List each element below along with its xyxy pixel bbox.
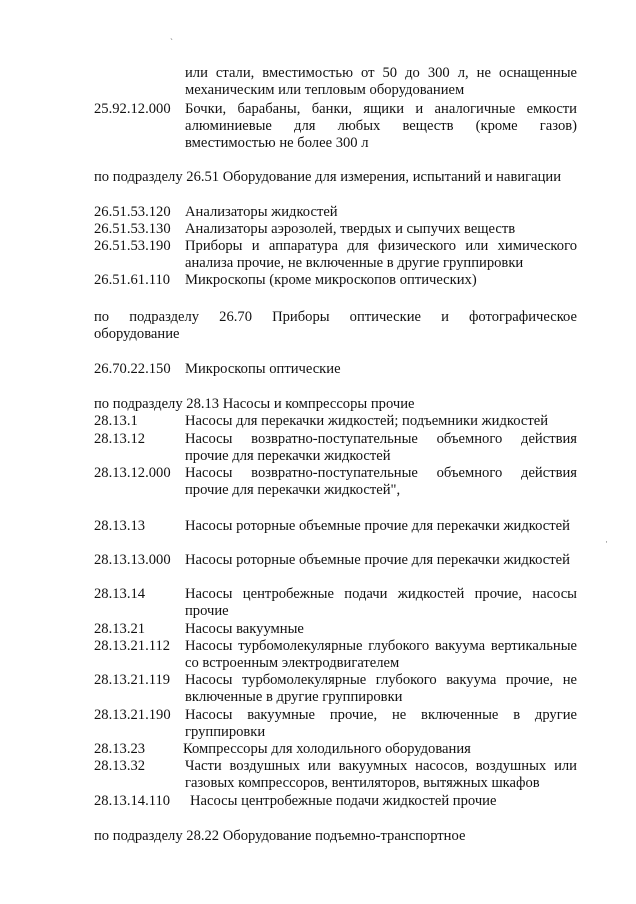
entry-code: 28.13.23 bbox=[94, 741, 146, 757]
entry-text: Насосы турбомолекулярные глубокого вакуума вертикальные со встроенным электродвигателем bbox=[185, 638, 577, 671]
entry-text-line-3: вместимостью не более 300 л bbox=[185, 135, 369, 151]
entry-text: Анализаторы жидкостей bbox=[185, 204, 338, 220]
section-heading-26-70-line-2: оборудование bbox=[94, 326, 180, 342]
entry-text: Микроскопы оптические bbox=[185, 361, 341, 377]
entry-code: 28.13.12.000 bbox=[94, 465, 171, 481]
entry-text: Насосы вакуумные прочие, не включенные в другие группировки bbox=[185, 707, 577, 740]
entry-text-line-1: Бочки, барабаны, банки, ящики и аналогичные емкости bbox=[185, 101, 577, 117]
entry-text: Насосы центробежные подачи жидкостей прочие bbox=[190, 793, 497, 809]
entry-28-13-13-000 bbox=[94, 552, 577, 569]
entry-28-13-12-000 bbox=[94, 465, 577, 499]
entry-28-13-32 bbox=[94, 758, 577, 792]
entry-26-51-53-120 bbox=[94, 204, 577, 221]
entry-28-13-14-110 bbox=[94, 793, 577, 810]
entry-26-51-53-190 bbox=[94, 238, 577, 272]
entry-code: 28.13.21 bbox=[94, 621, 146, 637]
entry-code: 28.13.13.000 bbox=[94, 552, 171, 568]
intro-entry bbox=[94, 65, 577, 99]
intro-text-line-2: механическим или тепловым оборудованием bbox=[185, 82, 465, 98]
section-heading-26-51: по подразделу 26.51 Оборудование для измерения, испытаний и навигации bbox=[94, 169, 562, 185]
scan-speck: ˎ bbox=[170, 30, 173, 40]
entry-28-13-12 bbox=[94, 431, 577, 465]
entry-text: Насосы центробежные подачи жидкостей прочие, насосы прочие bbox=[185, 586, 577, 619]
intro-text bbox=[185, 65, 577, 99]
entry-code: 28.13.14.110 bbox=[94, 793, 171, 809]
entry-text: Приборы и аппаратура для физического или химического анализа прочие, не включенные в другие группировки bbox=[185, 238, 577, 271]
entry-code: 28.13.21.112 bbox=[94, 638, 171, 654]
entry-26-70-22-150 bbox=[94, 361, 577, 378]
entry-code: 28.13.12 bbox=[94, 431, 146, 447]
entry-code: 26.51.53.190 bbox=[94, 238, 171, 254]
entry-text: Насосы возвратно-поступательные объемного действия прочие для перекачки жидкостей", bbox=[185, 465, 577, 498]
entry-text: Насосы возвратно-поступательные объемного действия прочие для перекачки жидкостей bbox=[185, 431, 577, 464]
entry-code: 28.13.13 bbox=[94, 518, 146, 534]
entry-text: Насосы вакуумные bbox=[185, 621, 304, 637]
entry-text-line-2: алюминиевые для любых веществ (кроме газов) bbox=[185, 118, 577, 134]
section-heading-28-22: по подразделу 28.22 Оборудование подъемно-транспортное bbox=[94, 828, 466, 844]
scan-speck: · bbox=[605, 537, 608, 547]
entry-code: 28.13.21.119 bbox=[94, 672, 171, 688]
entry-28-13-21-190 bbox=[94, 707, 577, 741]
entry-code: 26.51.53.120 bbox=[94, 204, 171, 220]
entry-code: 26.70.22.150 bbox=[94, 361, 171, 377]
entry-code: 28.13.21.190 bbox=[94, 707, 171, 723]
entry-text: Анализаторы аэрозолей, твердых и сыпучих веществ bbox=[185, 221, 516, 237]
entry-code: 28.13.32 bbox=[94, 758, 146, 774]
section-heading-26-70-line-1: по подразделу 26.70 Приборы оптические и фотографическое bbox=[94, 309, 577, 325]
intro-text-line-1: или стали, вместимостью от 50 до 300 л, не оснащенные bbox=[185, 65, 577, 81]
entry-code: 25.92.12.000 bbox=[94, 101, 171, 117]
entry-text: Компрессоры для холодильного оборудования bbox=[183, 741, 471, 757]
entry-28-13-21-119 bbox=[94, 672, 577, 706]
entry-text: Насосы роторные объемные прочие для перекачки жидкостей bbox=[185, 552, 570, 568]
entry-28-13-23 bbox=[94, 741, 577, 758]
section-heading-28-13: по подразделу 28.13 Насосы и компрессоры прочие bbox=[94, 396, 415, 412]
entry-28-13-13 bbox=[94, 518, 577, 535]
entry-26-51-53-130 bbox=[94, 221, 577, 238]
entry-28-13-21 bbox=[94, 621, 577, 638]
entry-code: 28.13.14 bbox=[94, 586, 146, 602]
entry-text bbox=[185, 101, 577, 152]
entry-text: Насосы турбомолекулярные глубокого вакуума прочие, не включенные в другие группировки bbox=[185, 672, 577, 705]
entry-26-51-61-110 bbox=[94, 272, 577, 289]
entry-25-92-12-000 bbox=[94, 101, 577, 152]
entry-28-13-1 bbox=[94, 413, 577, 430]
entry-text: Микроскопы (кроме микроскопов оптических) bbox=[185, 272, 477, 288]
entry-28-13-14 bbox=[94, 586, 577, 620]
section-heading-26-70 bbox=[94, 309, 577, 343]
entry-28-13-21-112 bbox=[94, 638, 577, 672]
entry-code: 28.13.1 bbox=[94, 413, 138, 429]
entry-code: 26.51.61.110 bbox=[94, 272, 171, 288]
entry-text: Части воздушных или вакуумных насосов, воздушных или газовых компрессоров, вентиляторов, вытяжных шкафов bbox=[185, 758, 577, 791]
entry-text: Насосы роторные объемные прочие для перекачки жидкостей bbox=[185, 518, 570, 534]
entry-code: 26.51.53.130 bbox=[94, 221, 171, 237]
entry-text: Насосы для перекачки жидкостей; подъемники жидкостей bbox=[185, 413, 549, 429]
